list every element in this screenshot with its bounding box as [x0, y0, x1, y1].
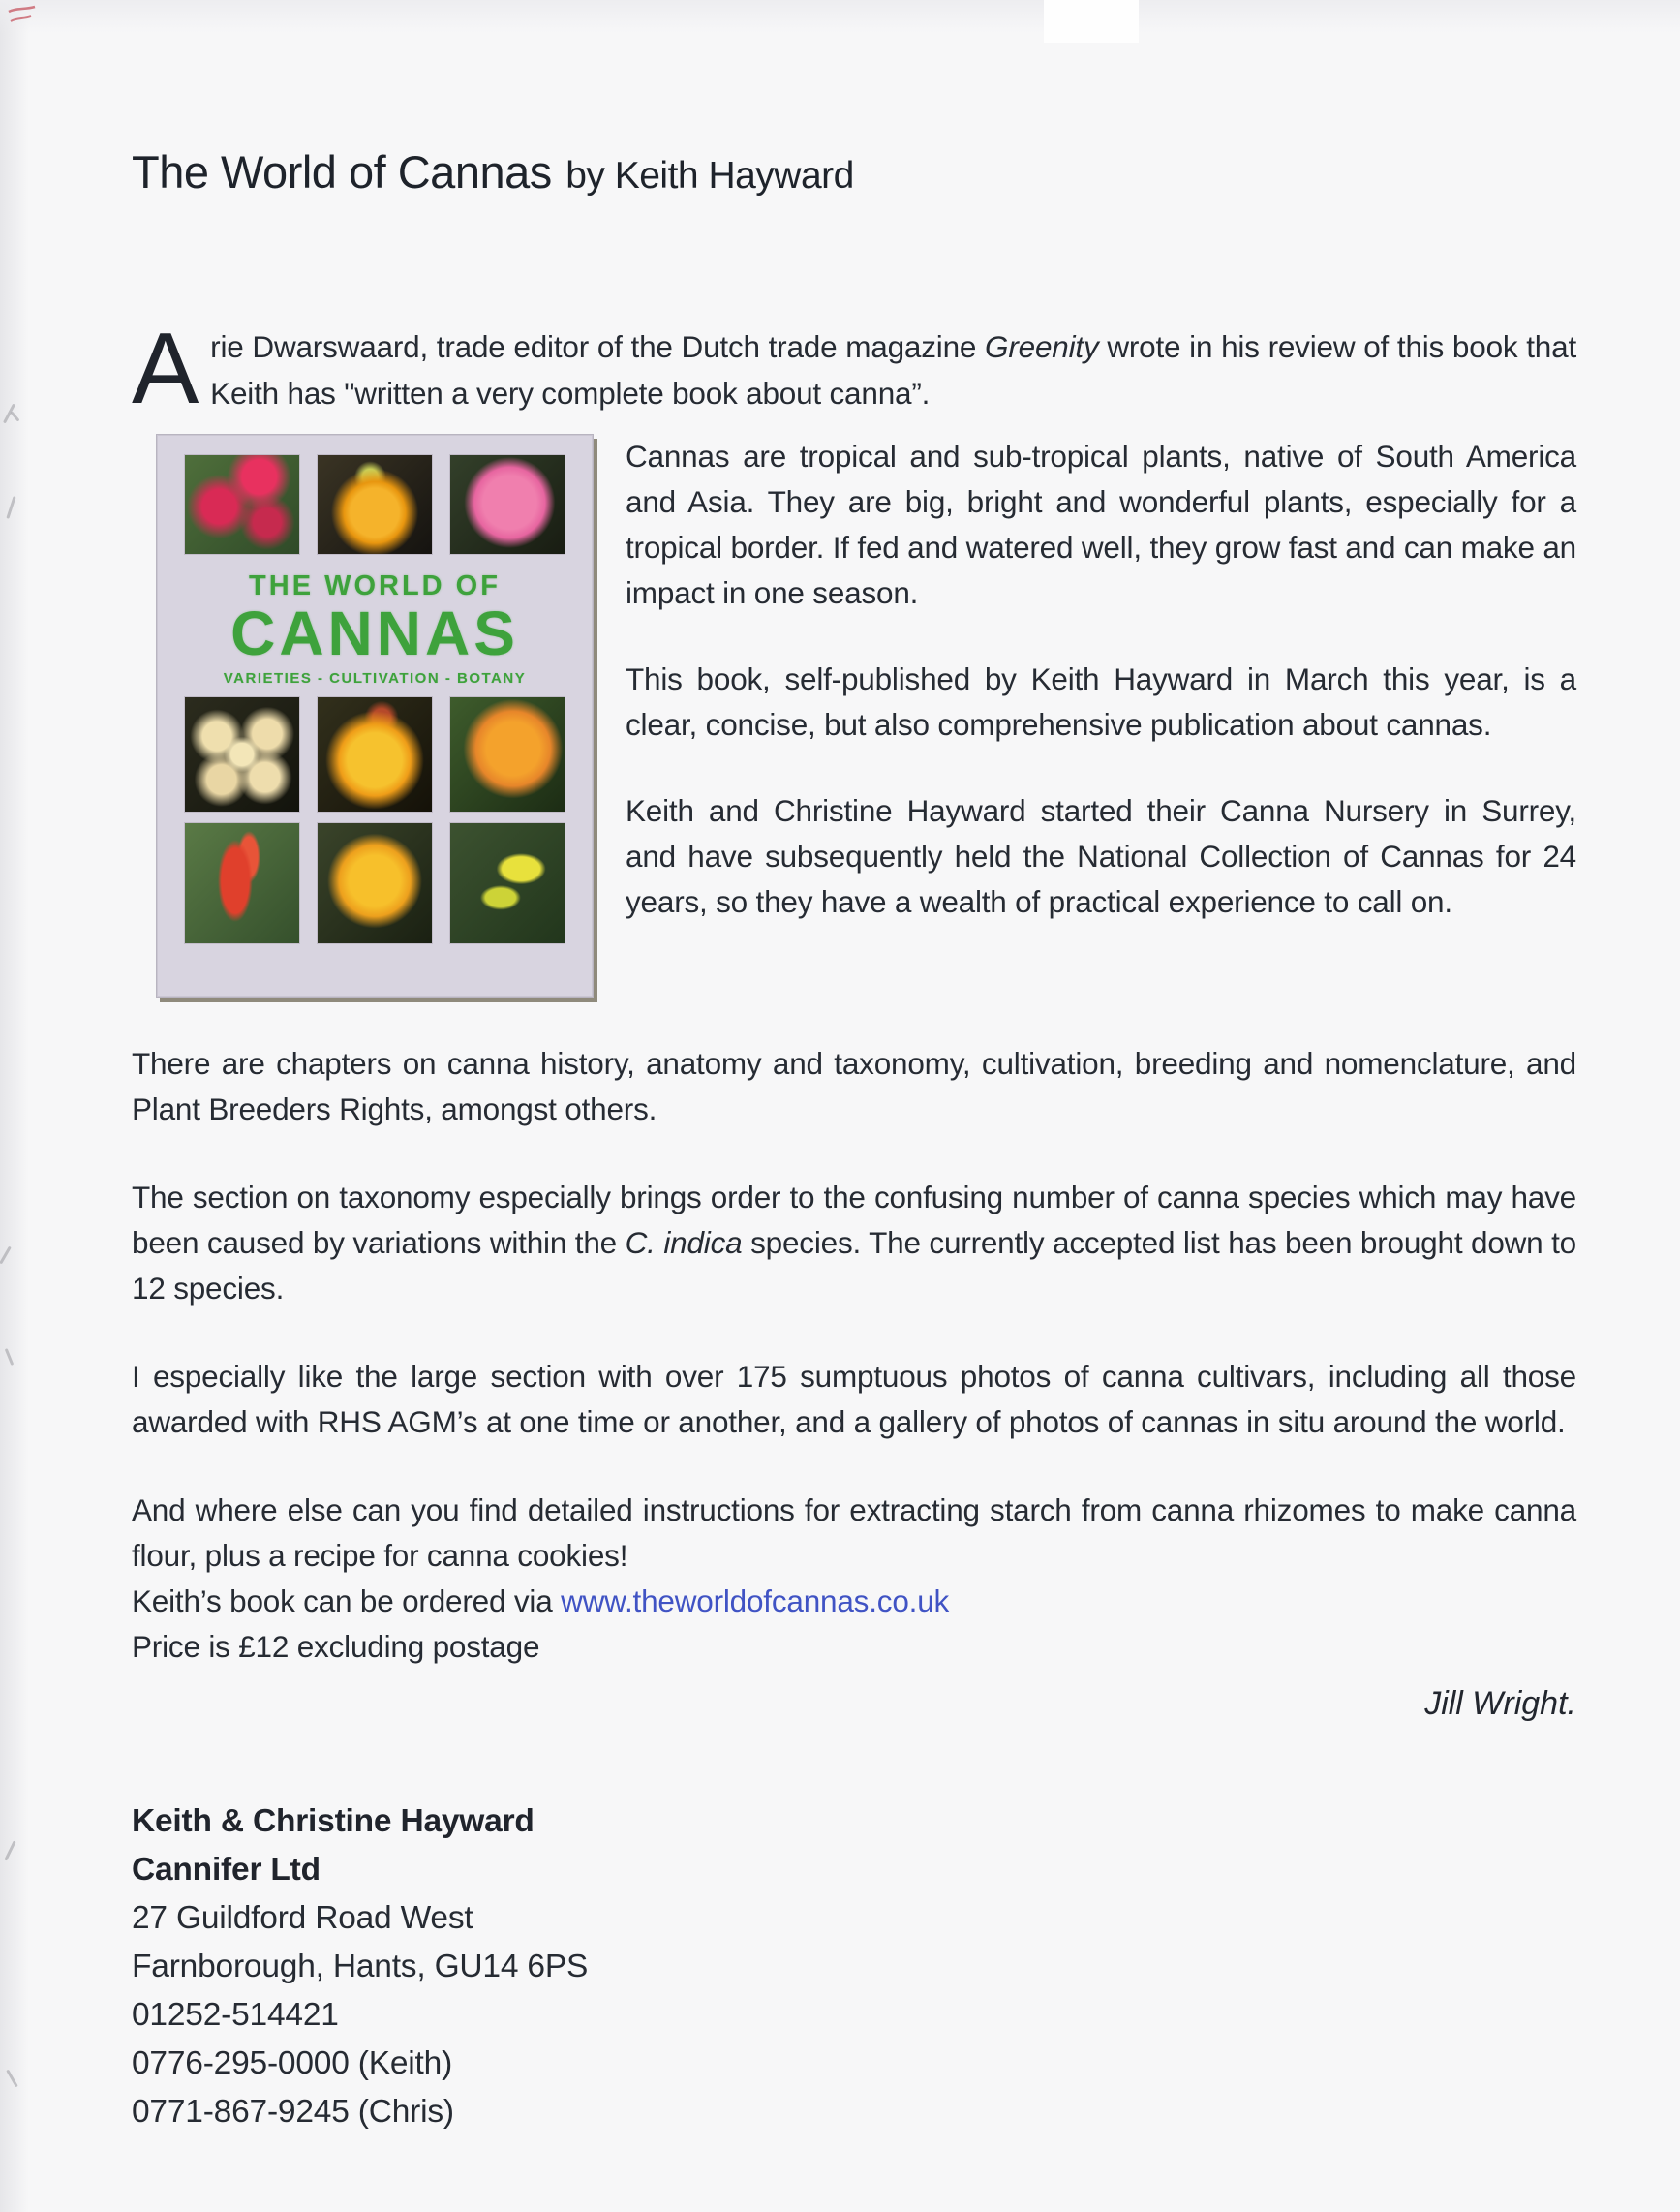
page-title-author: by Keith Hayward — [565, 155, 854, 197]
scan-white-strip — [1044, 0, 1139, 43]
cover-photo-cream-canna — [184, 696, 300, 813]
paragraph-photos-section: I especially like the large section with over 175 sumptuous photos of canna cultivars, including all those awarded with RHS AGM’s at one time or another, and a gallery of photos of cannas in situ around the world. — [132, 1359, 1576, 1439]
paragraph-cannas-description: Cannas are tropical and sub-tropical plants, native of South America and Asia. They are big, bright and wonderful plants, especially for a tropical border. If fed and watered well, they grow fast and can make an impact in one season. — [626, 439, 1576, 610]
contact-name: Keith & Christine Hayward — [132, 1803, 535, 1839]
cover-photo-row — [184, 696, 565, 813]
contact-block — [132, 1797, 588, 2136]
contact-phone-chris: 0771-867-9245 (Chris) — [132, 2094, 454, 2130]
intro-text-rest: wrote in his review of this book that Keith has "written a very complete book about canna”. — [210, 329, 1576, 411]
paragraph-taxonomy — [132, 1175, 1576, 1311]
intro-paragraph — [132, 313, 1576, 425]
paragraph-book-publication: This book, self-published by Keith Hayward in March this year, is a clear, concise, but also comprehensive publication about cannas. — [626, 661, 1576, 742]
cover-photo-yellow-canna — [317, 454, 433, 555]
contact-phone-keith: 0776-295-0000 (Keith) — [132, 2045, 453, 2081]
cover-photo-yellow-green-canna — [449, 822, 565, 944]
website-link[interactable]: www.theworldofcannas.co.uk — [561, 1583, 950, 1618]
order-line-text: Keith’s book can be ordered via — [132, 1583, 562, 1618]
order-line — [132, 1579, 1576, 1624]
book-cover-image — [156, 434, 594, 998]
cover-title-line2: CANNAS — [230, 599, 519, 668]
article-title-row — [132, 145, 854, 199]
drop-cap: A — [132, 313, 199, 425]
scan-edge-shading — [0, 0, 29, 2212]
magazine-name: Greenity — [985, 329, 1099, 364]
contact-company: Cannifer Ltd — [132, 1852, 321, 1888]
species-name: C. indica — [625, 1225, 743, 1260]
intro-text-start: rie Dwarswaard, trade editor of the Dutch trade magazine — [210, 329, 986, 364]
paragraph-nursery-history: Keith and Christine Hayward started their Canna Nursery in Surrey, and have subsequently held the National Collection of Cannas for 24 years, so they have a wealth of practical experience to call on. — [626, 793, 1576, 919]
cover-title-line1: THE WORLD OF — [249, 570, 501, 601]
red-pen-mark — [6, 4, 45, 33]
article-body — [132, 434, 1576, 1723]
cover-photo-golden-canna — [317, 822, 433, 944]
cover-title-block — [184, 565, 565, 696]
paragraph-chapters: There are chapters on canna history, anatomy and taxonomy, cultivation, breeding and nomenclature, and Plant Breeders Rights, amongst others. — [132, 1046, 1576, 1126]
text-beside-cover — [626, 434, 1576, 925]
cover-photo-red-cannas — [184, 454, 300, 555]
taxonomy-text-rest: species. The currently accepted list has been brought down to 12 species. — [132, 1225, 1577, 1306]
contact-address-line2: Farnborough, Hants, GU14 6PS — [132, 1949, 589, 1984]
cover-subtitle: VARIETIES - CULTIVATION - BOTANY — [223, 670, 527, 687]
cover-photo-row — [184, 822, 565, 944]
page-title: The World of Cannas — [132, 146, 552, 198]
price-line: Price is £12 excluding postage — [132, 1629, 540, 1664]
cover-photo-orange-canna — [449, 696, 565, 813]
cover-photo-red-spike-canna — [184, 822, 300, 944]
taxonomy-text-start: The section on taxonomy especially brings order to the confusing number of canna species which may have been caused by variations within the — [132, 1180, 1576, 1260]
contact-address-line1: 27 Guildford Road West — [132, 1900, 473, 1936]
cover-photo-row — [184, 454, 565, 555]
scan-top-shading — [0, 0, 1680, 33]
paragraph-recipes: And where else can you find detailed instructions for extracting starch from canna rhizomes to make canna flour, plus a recipe for canna cookies! — [132, 1492, 1576, 1573]
cover-photo-pink-canna — [449, 454, 565, 555]
cover-photo-yellow-orange-canna — [317, 696, 433, 813]
cover-and-text-row — [132, 434, 1576, 998]
contact-phone-main: 01252-514421 — [132, 1997, 339, 2033]
reviewer-signature: Jill Wright. — [1424, 1685, 1576, 1722]
